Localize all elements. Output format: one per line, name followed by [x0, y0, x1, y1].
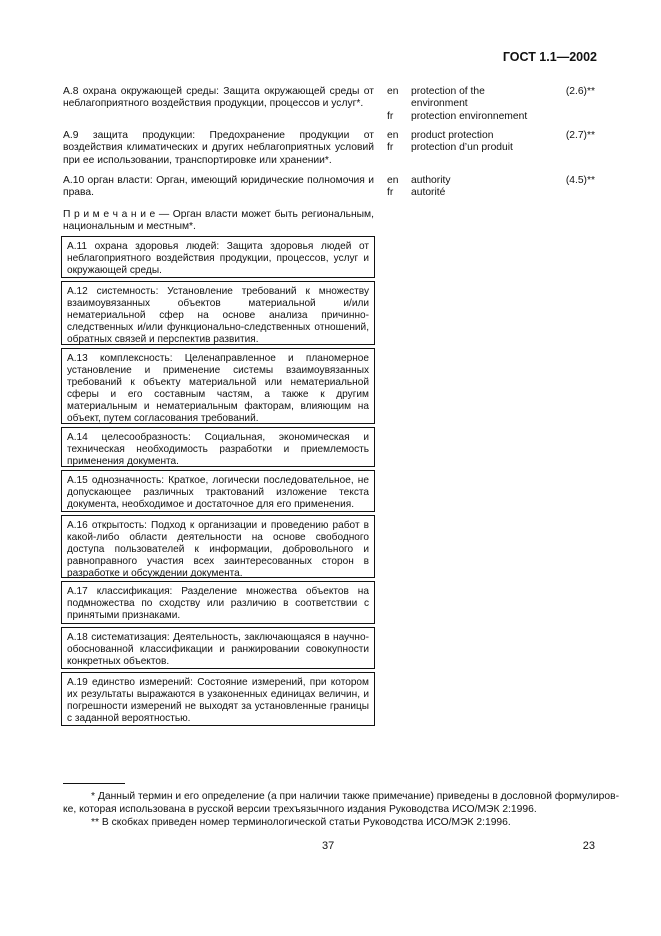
term-en: protection of the environment [411, 86, 485, 110]
box-entry-a11: А.11 охрана здоровья людей: Защита здоровья людей от неблагоприятного воздействия продукции, процессов, услуг и окружающей среды. [61, 236, 375, 278]
term-fr: protection environnement [411, 110, 528, 122]
lang-en-label: en [387, 130, 399, 141]
entry-a10-ref: (4.5)** [565, 175, 595, 186]
box-entry-a16: А.16 открытость: Подход к организации и проведению работ в какой-либо области деятельности на основе свободного доступа пользователей к информации, добровольного и равноправного участия всех заинтересованных сторон в разработке и обсуждении документа. [61, 515, 375, 578]
document-header: ГОСТ 1.1—2002 [502, 50, 597, 64]
footnote-separator [63, 783, 125, 784]
footnote-1-line-2: ке, которая использована в русской версии трехъязычного издания Руководства ИСО/МЭК 2:1996. [63, 804, 537, 815]
footnote-2: ** В скобках приведен номер терминологической статьи Руководства ИСО/МЭК 2:1996. [91, 817, 511, 828]
note-label: П р и м е ч а н и е [63, 209, 156, 220]
term-en: authority [411, 175, 451, 186]
entry-a10-definition: А.10 орган власти: Орган, имеющий юридические полномочия и права. [63, 175, 374, 199]
lang-en-label: en [387, 86, 399, 97]
box-entry-a19: А.19 единство измерений: Состояние измерений, при котором их результаты выражаются в узаконенных единицах величин, и погрешности измерений не выходят за установленные границы с заданной вероятностью. [61, 672, 375, 726]
footnote-1-line-1: * Данный термин и его определение (а при наличии также примечание) приведены в дословной формулиров- [91, 791, 620, 802]
box-entry-a13: А.13 комплексность: Целенаправленное и планомерное установление и применение системы взаимоувязанных требований к объекту материальной или нематериальной сферы и его составным частям, а также к другим материальным и нематериальным факторам, влияющим на объект, путем согласования требований. [61, 348, 375, 424]
note [63, 209, 374, 234]
lang-fr-label: fr [387, 187, 394, 199]
lang-fr-label: fr [387, 142, 394, 154]
term-fr: protection d’un produit [411, 142, 513, 154]
box-entry-a15: А.15 однозначность: Краткое, логически последовательное, не допускающее различных трактований изложение текста документа, необходимое и достаточное для его применения. [61, 470, 375, 512]
entry-a9-ref: (2.7)** [565, 130, 595, 141]
entry-a10-terms [387, 175, 537, 200]
term-en: product protection [411, 130, 494, 141]
box-entry-a14: А.14 целесообразность: Социальная, экономическая и техническая необходимость разработки и приемлемость применения документа. [61, 427, 375, 467]
box-entry-a17: А.17 классификация: Разделение множества объектов на подмножества по сходству или различию в соответствии с принятыми признаками. [61, 581, 375, 624]
box-entry-a12: А.12 системность: Установление требований к множеству взаимоувязанных объектов материальной и/или нематериальной сфер на основе анализа причинно-следственных и/или функционально-следственных отношений, обратных связей и перспектив развития. [61, 281, 375, 345]
page-number-right: 23 [582, 840, 595, 852]
entry-a8-definition: А.8 охрана окружающей среды: Защита окружающей среды от неблагоприятного воздействия продукции, процессов и услуг*. [63, 86, 374, 110]
entry-a9-definition: А.9 защита продукции: Предохранение продукции от воздействия климатических и других неблагоприятных условий при ее использовании, транспортировке или хранении*. [63, 130, 374, 166]
box-entry-a18: А.18 систематизация: Деятельность, заключающаяся в научно-обоснованной классификации и ранжировании совокупности конкретных объектов. [61, 627, 375, 669]
page-number-center: 37 [322, 840, 335, 852]
note-text: — Орган власти может быть региональным, национальным и местным*. [63, 209, 374, 233]
entry-a8-terms [387, 86, 537, 123]
lang-en-label: en [387, 175, 399, 186]
term-fr: autorité [411, 187, 446, 199]
entry-a9-terms [387, 130, 537, 155]
entry-a8-ref: (2.6)** [565, 86, 595, 97]
lang-fr-label: fr [387, 110, 394, 122]
